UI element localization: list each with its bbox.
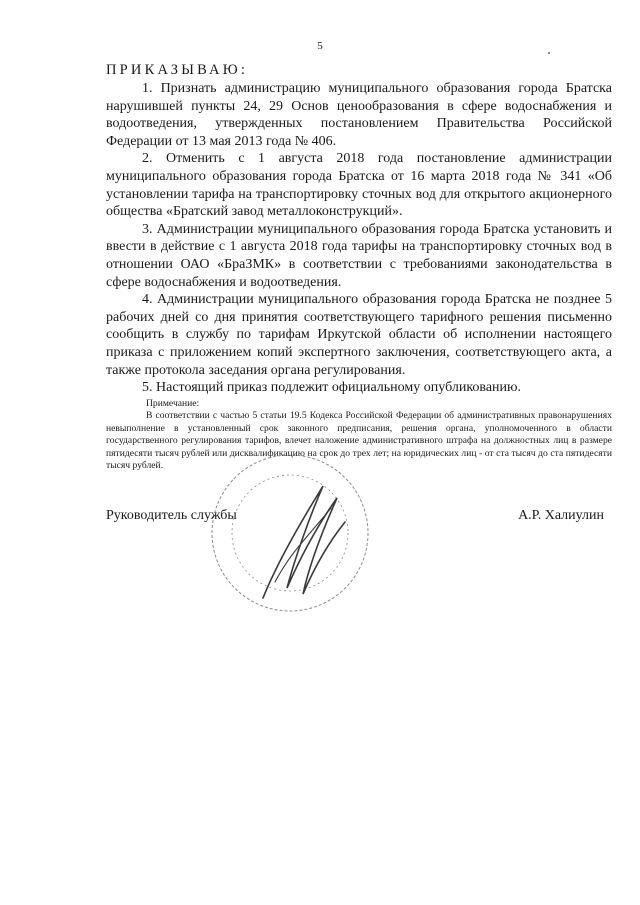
- order-item-2: 2. Отменить с 1 августа 2018 года постановление администрации муниципального образования города Братска от 16 марта 2018 года № 341 «Об установлении тарифа на транспортировку сточных вод для открытого акционерного общества «Братский завод металлоконструкций».: [106, 151, 612, 220]
- official-stamp: [205, 448, 375, 618]
- order-item-3: 3. Администрации муниципального образования города Братска установить и ввести в действие с 1 августа 2018 года тарифы на транспортировку сточных вод в отношении ОАО «БраЗМК» в соответствии с требованиями законодательства в сфере водоснабжения и водоотведения.: [106, 221, 612, 290]
- note-text: В соответствии с частью 5 статьи 19.5 Кодекса Российской Федерации об административных правонарушениях невыполнение в установленный срок законного предписания, решения органа, уполномоченного в области государственного регулирования тарифов, влечет наложение административного штрафа на должностных лиц в размере пятидесяти тысяч рублей или дисквалификацию на срок до трех лет; на юридических лиц - от ста тысяч до ста пятидесяти тысяч рублей.: [106, 410, 612, 472]
- page-number: 5: [317, 40, 323, 52]
- order-item-5: 5. Настоящий приказ подлежит официальному опубликованию.: [142, 380, 521, 396]
- stamp-outer-ring: [212, 455, 368, 611]
- signatory-name: А.Р. Халиулин: [518, 508, 604, 523]
- stamp-inner-ring: [232, 475, 348, 591]
- note-title: Примечание:: [146, 398, 200, 409]
- order-item-1: 1. Признать администрацию муниципального образования города Братска нарушившей пункты 24, 29 Основ ценообразования в сфере водоснабжения и водоотведения, утвержденных постановлением Правительства Российской Федерации от 13 мая 2013 года № 406.: [106, 81, 612, 149]
- signatory-role: Руководитель службы: [106, 508, 237, 523]
- order-body: [106, 80, 612, 397]
- order-item-4: 4. Администрации муниципального образования города Братска не позднее 5 рабочих дней со дня принятия соответствующего тарифного решения письменно сообщить в службу по тарифам Иркутской области об исполнении настоящего приказа с приложением копий экспертного заключения, соответствующего акта, а также протокола заседания органа регулирования.: [106, 292, 612, 378]
- scan-speck: [548, 52, 550, 54]
- order-heading: ПРИКАЗЫВАЮ:: [106, 62, 249, 78]
